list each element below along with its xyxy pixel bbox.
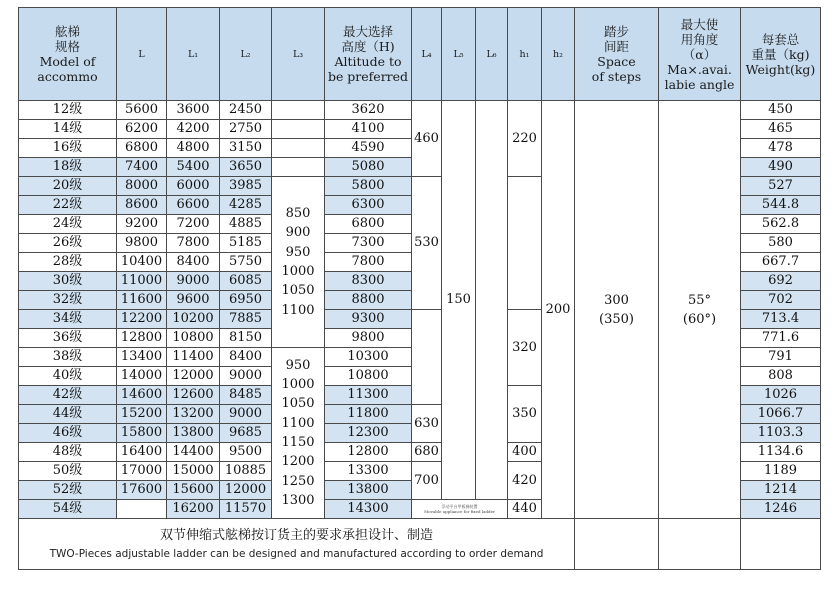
cell-l: 8000 [117,177,167,196]
cell-movable-note: 浮动平台甲板梯装置 Movable appliance for fixed ladder [412,500,508,519]
header-l1: L₁ [167,8,220,101]
cell-model: 28级 [19,253,117,272]
cell-weight: 1026 [741,386,821,405]
cell-l2: 11570 [220,500,272,519]
cell-l2: 2750 [220,120,272,139]
cell-l: 8600 [117,196,167,215]
cell-l5: 150 [442,101,476,500]
cell-l2: 3150 [220,139,272,158]
cell-l: 15800 [117,424,167,443]
cell-model: 30级 [19,272,117,291]
cell-altitude: 12800 [325,443,412,462]
cell-l1: 7200 [167,215,220,234]
cell-altitude: 9300 [325,310,412,329]
cell-altitude: 5080 [325,158,412,177]
cell-l1: 4800 [167,139,220,158]
cell-l: 16400 [117,443,167,462]
cell-l: 9800 [117,234,167,253]
cell-steps: 300 (350) [575,101,659,519]
cell-weight: 1103.3 [741,424,821,443]
header-l: L [117,8,167,101]
cell-l: 15200 [117,405,167,424]
cell-l2: 5750 [220,253,272,272]
cell-l2: 9685 [220,424,272,443]
footer-empty-weight [741,519,821,570]
cell-weight: 791 [741,348,821,367]
cell-weight: 490 [741,158,821,177]
cell-model: 52级 [19,481,117,500]
cell-model: 36级 [19,329,117,348]
cell-l1: 4200 [167,120,220,139]
cell-altitude: 11800 [325,405,412,424]
cell-l: 11600 [117,291,167,310]
cell-h2: 200 [542,101,575,519]
header-altitude: 最大选择 高度（H) Altitude to be preferred [325,8,412,101]
cell-l2: 3650 [220,158,272,177]
table-row [19,101,821,120]
footer-empty-angle [659,519,741,570]
cell-altitude: 7800 [325,253,412,272]
cell-l3-empty [272,101,325,120]
cell-l2: 8485 [220,386,272,405]
cell-model: 50级 [19,462,117,481]
header-model: 舷梯 规格 Model of accommo [19,8,117,101]
cell-l4-empty [412,310,442,405]
cell-l1: 3600 [167,101,220,120]
cell-altitude: 10800 [325,367,412,386]
cell-l: 14600 [117,386,167,405]
cell-altitude: 8800 [325,291,412,310]
cell-weight: 478 [741,139,821,158]
cell-l2: 4285 [220,196,272,215]
cell-weight: 1066.7 [741,405,821,424]
cell-l2: 8400 [220,348,272,367]
cell-l1: 12600 [167,386,220,405]
cell-altitude: 4100 [325,120,412,139]
header-l3: L₃ [272,8,325,101]
cell-l1: 15000 [167,462,220,481]
header-steps: 踏步 间距 Space of steps [575,8,659,101]
cell-model: 46级 [19,424,117,443]
header-l6: L₆ [476,8,508,101]
cell-l2: 10885 [220,462,272,481]
cell-l1: 10800 [167,329,220,348]
cell-l2: 9000 [220,405,272,424]
cell-altitude: 5800 [325,177,412,196]
cell-l2: 7885 [220,310,272,329]
cell-weight: 692 [741,272,821,291]
cell-l: 11000 [117,272,167,291]
cell-l1: 5400 [167,158,220,177]
cell-h1: 320 [508,310,542,386]
footer-note-en: TWO-Pieces adjustable ladder can be designed and manufactured according to order demand [49,548,544,560]
cell-l2: 3985 [220,177,272,196]
cell-h1: 220 [508,101,542,177]
cell-l: 6800 [117,139,167,158]
cell-weight: 1134.6 [741,443,821,462]
cell-altitude: 11300 [325,386,412,405]
cell-l2: 6085 [220,272,272,291]
cell-l4: 700 [412,462,442,500]
cell-altitude: 7300 [325,234,412,253]
cell-altitude: 3620 [325,101,412,120]
cell-l: 10400 [117,253,167,272]
cell-angle: 55° (60°) [659,101,741,519]
cell-weight: 544.8 [741,196,821,215]
footer-row [19,519,821,570]
cell-model: 54级 [19,500,117,519]
cell-l1: 11400 [167,348,220,367]
spec-table-container [18,7,821,570]
cell-l1: 8400 [167,253,220,272]
cell-model: 14级 [19,120,117,139]
cell-model: 34级 [19,310,117,329]
cell-weight: 465 [741,120,821,139]
cell-l2: 2450 [220,101,272,120]
cell-l1: 6600 [167,196,220,215]
cell-l: 13400 [117,348,167,367]
cell-h1: 350 [508,386,542,443]
cell-altitude: 13800 [325,481,412,500]
cell-l4: 680 [412,443,442,462]
cell-weight: 562.8 [741,215,821,234]
header-weight: 每套总 重量（kg) Weight(kg) [741,8,821,101]
cell-l2: 4885 [220,215,272,234]
cell-l: 9200 [117,215,167,234]
cell-model: 16级 [19,139,117,158]
cell-l: 7400 [117,158,167,177]
cell-weight: 527 [741,177,821,196]
cell-l2: 9500 [220,443,272,462]
cell-l4: 460 [412,101,442,177]
cell-altitude: 9800 [325,329,412,348]
cell-h1: 400 [508,443,542,462]
header-l2: L₂ [220,8,272,101]
cell-altitude: 12300 [325,424,412,443]
cell-l2: 12000 [220,481,272,500]
cell-l: 5600 [117,101,167,120]
cell-l2: 5185 [220,234,272,253]
footer-empty-steps [575,519,659,570]
ladder-spec-table [18,7,821,570]
header-l5: L₅ [442,8,476,101]
header-angle: 最大使 用角度 （α） Ma×.avai. labie angle [659,8,741,101]
cell-weight: 713.4 [741,310,821,329]
cell-l: 12200 [117,310,167,329]
cell-l2: 9000 [220,367,272,386]
cell-l4: 530 [412,177,442,310]
cell-h1-empty [508,177,542,310]
cell-model: 22级 [19,196,117,215]
cell-weight: 1246 [741,500,821,519]
cell-model: 32级 [19,291,117,310]
cell-l1: 12000 [167,367,220,386]
cell-weight: 1189 [741,462,821,481]
cell-l1: 7800 [167,234,220,253]
cell-l: 14000 [117,367,167,386]
cell-l1: 13200 [167,405,220,424]
cell-altitude: 14300 [325,500,412,519]
cell-weight: 580 [741,234,821,253]
cell-altitude: 4590 [325,139,412,158]
cell-weight: 450 [741,101,821,120]
cell-l3-empty [272,139,325,158]
footer-note-cn: 双节伸缩式舷梯按订货主的要求承担设计、制造 [159,528,433,543]
cell-model: 18级 [19,158,117,177]
cell-l1: 9600 [167,291,220,310]
cell-l [117,500,167,519]
cell-model: 20级 [19,177,117,196]
cell-altitude: 8300 [325,272,412,291]
cell-weight: 808 [741,367,821,386]
cell-model: 44级 [19,405,117,424]
cell-model: 38级 [19,348,117,367]
header-h1: h₁ [508,8,542,101]
cell-model: 26级 [19,234,117,253]
header-l4: L₄ [412,8,442,101]
cell-altitude: 6300 [325,196,412,215]
header-h2: h₂ [542,8,575,101]
cell-l: 6200 [117,120,167,139]
cell-l1: 13800 [167,424,220,443]
cell-h1: 420 [508,462,542,500]
cell-model: 48级 [19,443,117,462]
cell-l: 17600 [117,481,167,500]
cell-l1: 16200 [167,500,220,519]
cell-l3-group-a: 850 900 950 1000 1050 1100 [272,177,325,348]
cell-altitude: 6800 [325,215,412,234]
cell-weight: 667.7 [741,253,821,272]
header-row [19,8,821,101]
cell-weight: 1214 [741,481,821,500]
cell-weight: 771.6 [741,329,821,348]
cell-l1: 10200 [167,310,220,329]
cell-model: 40级 [19,367,117,386]
cell-l1: 15600 [167,481,220,500]
cell-l3-group-b: 950 1000 1050 1100 1150 1200 1250 1300 [272,348,325,519]
footer-note [19,519,575,570]
cell-l1: 6000 [167,177,220,196]
cell-altitude: 10300 [325,348,412,367]
cell-model: 42级 [19,386,117,405]
cell-l1: 14400 [167,443,220,462]
cell-h1: 440 [508,500,542,519]
cell-l1: 9000 [167,272,220,291]
cell-model: 12级 [19,101,117,120]
cell-l3-empty [272,120,325,139]
cell-l4: 630 [412,405,442,443]
cell-l2: 6950 [220,291,272,310]
cell-model: 24级 [19,215,117,234]
cell-l3-empty [272,158,325,177]
cell-weight: 702 [741,291,821,310]
cell-altitude: 13300 [325,462,412,481]
cell-l: 12800 [117,329,167,348]
cell-l6 [476,101,508,500]
cell-l: 17000 [117,462,167,481]
cell-l2: 8150 [220,329,272,348]
